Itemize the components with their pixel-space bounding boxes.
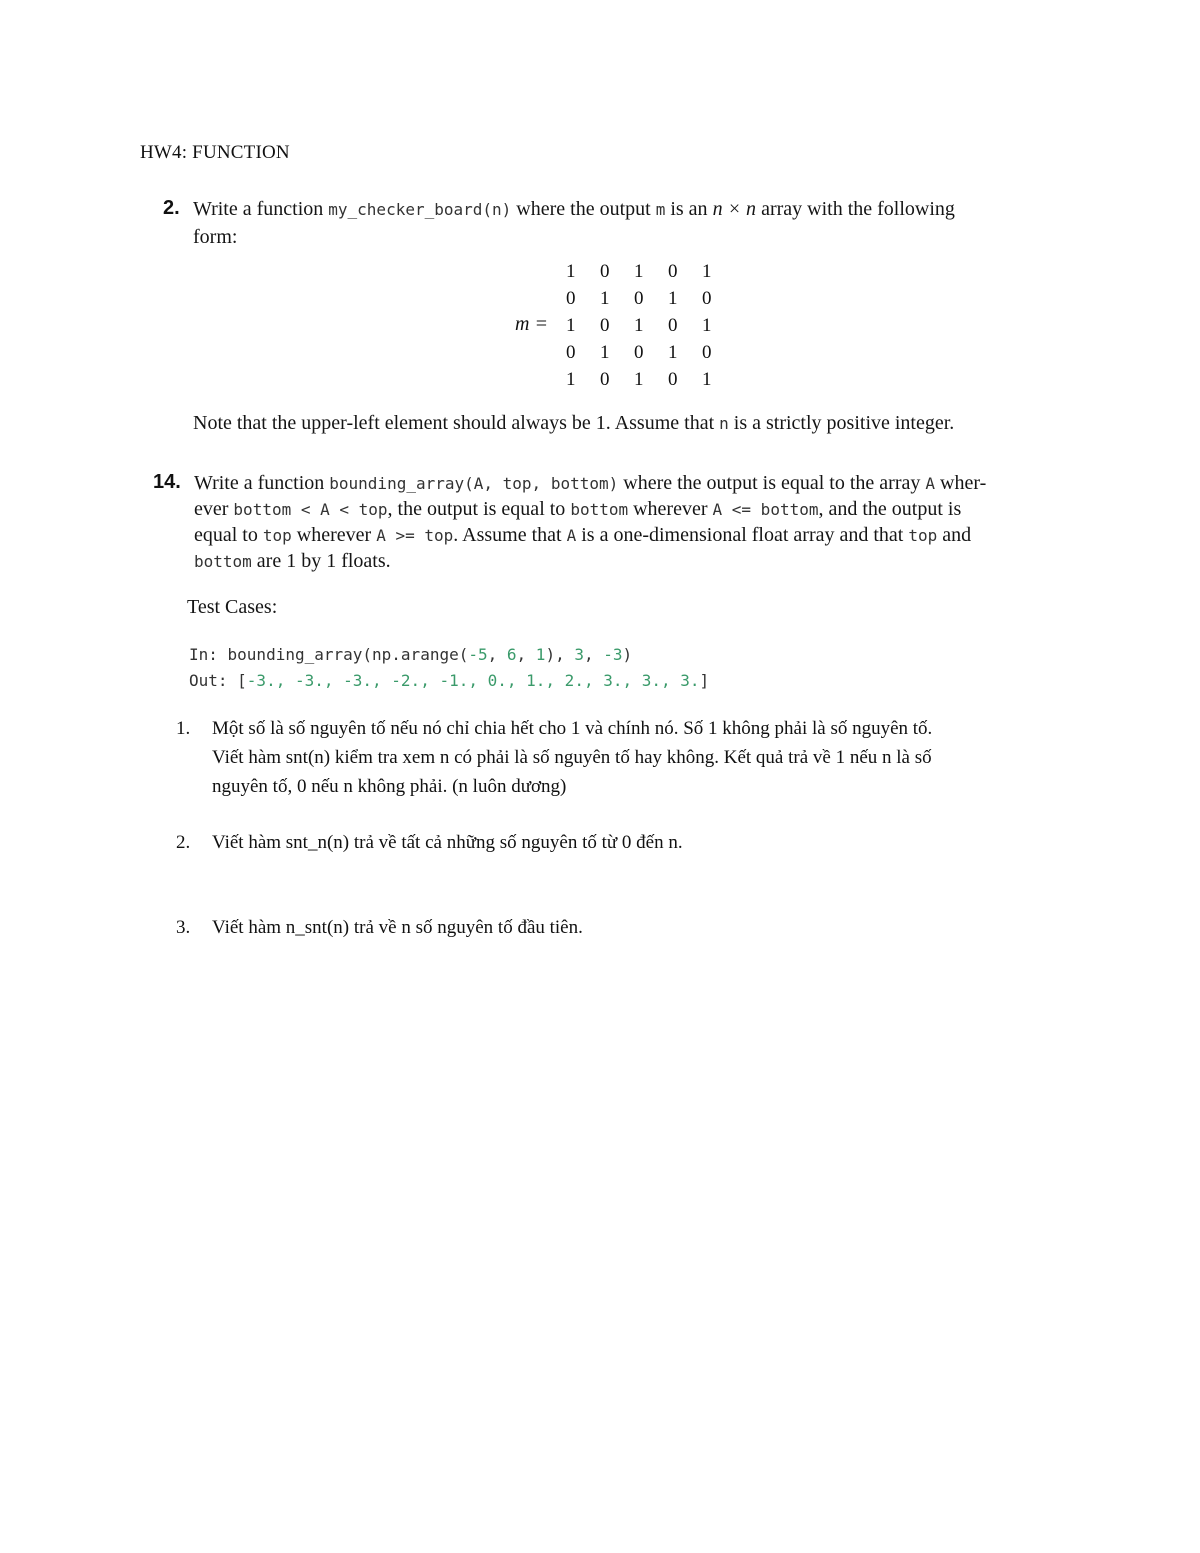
problem-14-number: 14. [153,471,181,493]
matrix-cell: 1 [702,260,712,282]
text: is a one-dimensional float array and that [576,524,909,546]
matrix-cell: 1 [566,368,576,390]
exercise-3-number: 3. [176,917,191,938]
matrix-cell: 0 [566,341,576,363]
text: Note that the upper-left element should always be 1. Assume that [193,412,720,434]
code-number: -3 [603,645,623,664]
matrix-cell: 1 [668,287,678,309]
text: where the output is equal to the array [618,472,926,494]
text: Write a function [193,198,329,220]
matrix-cell: 0 [668,314,678,336]
problem-14-line-2 [194,496,961,523]
text: wherever [628,498,713,520]
matrix-cell: 1 [566,314,576,336]
test-case-input [189,645,632,664]
matrix-cell: 0 [600,314,610,336]
matrix-cell: 1 [566,260,576,282]
code-A: A [566,526,577,545]
code-A: A [925,474,936,493]
problem-2-number: 2. [163,197,180,219]
text: , and the output is [818,498,962,520]
text: is an [665,198,713,220]
text: wherever [291,524,377,546]
matrix-cell: 1 [600,341,610,363]
code-number: 3 [574,645,584,664]
exercise-3-text: Viết hàm n_snt(n) trả về n số nguyên tố đầu tiên. [212,917,583,938]
page-title: HW4: FUNCTION [140,142,290,163]
code: ] [699,671,710,690]
code-top: top [262,526,292,545]
matrix-cell: 1 [702,368,712,390]
code-number: 1 [535,645,546,664]
problem-14-line-3 [194,522,971,549]
code: In: bounding_array(np.arange( [189,645,469,664]
matrix-cell: 0 [668,368,678,390]
code-bottom: bottom [194,552,252,571]
text: equal to [194,524,263,546]
code: , [487,645,507,664]
text: ever [194,498,234,520]
text: are 1 by 1 floats. [251,550,391,572]
matrix-row [566,312,736,339]
code: ), [545,645,575,664]
exercise-1-text [212,714,932,801]
code-m: m [655,200,666,219]
text: and [937,524,972,546]
code: ) [622,645,633,664]
matrix-cell: 1 [668,341,678,363]
text: . Assume that [453,524,567,546]
code-A-ge-top: A >= top [376,526,454,545]
exercise-1-line: nguyên tố, 0 nếu n không phải. (n luôn dương) [212,776,567,797]
problem-14-line-4 [194,548,391,575]
text: , the output is equal to [387,498,571,520]
exercise-1-line: Viết hàm snt(n) kiểm tra xem n có phải là số nguyên tố hay không. Kết quả trả về 1 nếu n là số [212,747,932,768]
matrix-label: m = [515,313,548,335]
problem-2-note [193,410,954,437]
problem-2-line-2: form: [193,226,238,248]
math-n-by-n: n × n [712,198,757,220]
code-n: n [719,414,729,433]
code: Out: [ [189,671,247,690]
matrix-cell: 1 [600,287,610,309]
exercise-1-line: Một số là số nguyên tố nếu nó chỉ chia hết cho 1 và chính nó. Số 1 không phải là số nguyên tố. [212,718,933,739]
matrix-cell: 0 [668,260,678,282]
code: , [516,645,536,664]
text: is a strictly positive integer. [728,412,955,434]
matrix-cell: 0 [702,341,712,363]
matrix-cell: 0 [634,341,644,363]
code-top: top [908,526,938,545]
problem-14-line-1 [194,470,986,497]
matrix-cell: 0 [702,287,712,309]
code-number: -5 [468,645,488,664]
code-A-le-bottom: A <= bottom [712,500,819,519]
matrix-cell: 0 [600,260,610,282]
text: where the output [511,198,656,220]
checker-matrix [566,258,736,393]
code-bottom: bottom [570,500,629,519]
matrix-row [566,366,736,393]
matrix-cell: 1 [634,314,644,336]
code-bottom-lt-A-lt-top: bottom < A < top [233,500,388,519]
test-case-output [189,671,709,690]
code-my-checker-board: my_checker_board(n) [328,200,512,219]
matrix-cell: 1 [634,260,644,282]
matrix-cell: 0 [634,287,644,309]
matrix-cell: 1 [702,314,712,336]
matrix-cell: 1 [634,368,644,390]
code-bounding-array: bounding_array(A, top, bottom) [329,474,619,493]
text: Write a function [194,472,330,494]
matrix-row [566,285,736,312]
code: , [583,645,604,664]
exercise-2-text: Viết hàm snt_n(n) trả về tất cả những số nguyên tố từ 0 đến n. [212,832,683,853]
text: array with the following [756,198,955,220]
exercise-1-number: 1. [176,718,191,739]
code-number: 6 [506,645,517,664]
exercise-2-number: 2. [176,832,191,853]
matrix-row [566,339,736,366]
code-output-values: -3., -3., -3., -2., -1., 0., 1., 2., 3., 3., 3. [246,671,700,690]
matrix-cell: 0 [566,287,576,309]
problem-2-line-1 [193,196,955,223]
text: wher- [935,472,987,494]
matrix-row [566,258,736,285]
test-cases-heading: Test Cases: [187,596,278,618]
matrix-cell: 0 [600,368,610,390]
